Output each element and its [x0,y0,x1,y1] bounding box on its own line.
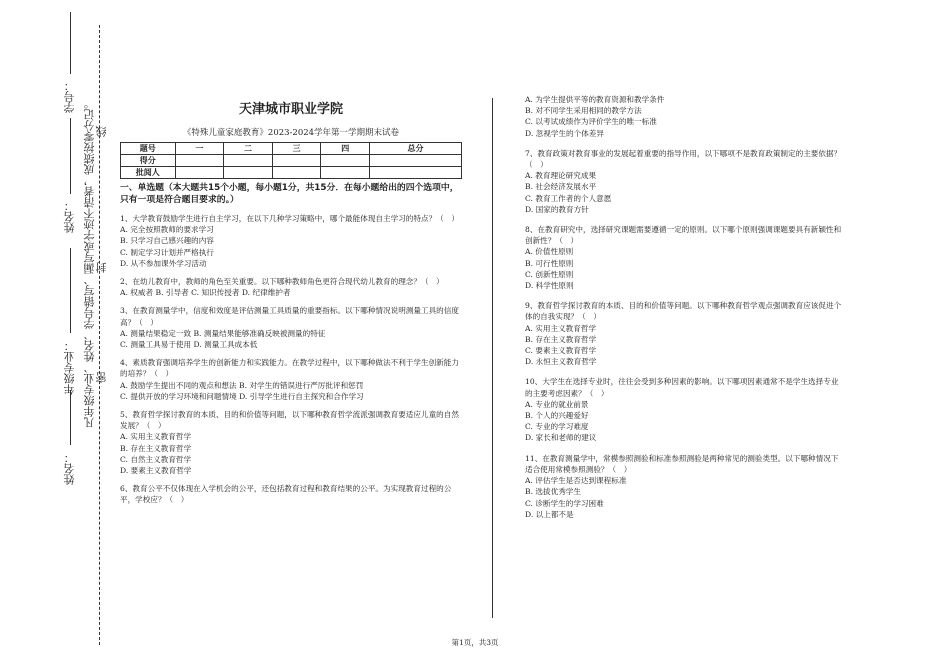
question-stem: 6、教育公平不仅体现在入学机会的公平，还包括教育过程和教育结果的公平。为实现教育过程的公平，学校应？（ ） [120,484,452,505]
binding-school-label: 姓名： [63,452,76,485]
question-item [120,213,465,269]
score-header-cell: 二 [224,143,273,155]
question-option[interactable]: B. 社会经济发展水平 [525,182,597,192]
question-option[interactable]: B. 只学习自己感兴趣的内容 [120,236,214,246]
question-option[interactable]: A. 为学生提供平等的教育资源和教学条件 [525,95,665,104]
grader-row [121,167,462,179]
question-item [525,94,845,139]
score-cell[interactable] [370,155,462,167]
question-stem: 7、教育政策对教育事业的发展起着重要的指导作用，以下哪项不是教育政策制定的主要依据？（ ） [525,148,842,170]
question-option[interactable]: A. 鼓励学生提出不同的观点和想法 B. 对学生的错误进行严厉批评和惩罚 [120,380,364,390]
question-item [120,357,465,402]
question-option[interactable]: A. 实用主义教育哲学 [525,323,597,333]
score-cell[interactable] [321,155,370,167]
score-table [120,142,462,179]
grader-cell[interactable] [224,167,273,179]
seal-xian: 线 [95,126,108,137]
question-option[interactable]: D. 国家的教育方针 [525,204,589,214]
question-option[interactable]: B. 存在主义教育哲学 [120,443,192,453]
column-divider [492,98,493,618]
question-option[interactable]: C. 专业的学习难度 [525,422,589,432]
question-item [525,148,845,215]
score-cell[interactable] [272,155,321,167]
question-item [525,376,845,443]
exam-subtitle: 《特殊儿童家庭教育》2023-2024学年第一学期期末试卷 [182,128,400,138]
page-footer: 第1页，共3页 [451,638,499,647]
question-option[interactable]: A. 完全按照教师的要求学习 [120,225,214,235]
question-option[interactable]: A. 专业的就业前景 [525,399,589,409]
score-table-header-row [121,143,462,155]
score-header-cell: 四 [321,143,370,155]
seal-feng: 封 [95,262,108,273]
grade-underline [70,248,71,333]
question-option[interactable]: B. 选拔优秀学生 [525,487,581,497]
exam-title: 天津城市职业学院 [238,102,343,117]
question-option[interactable]: D. 忽视学生的个体差异 [525,128,604,138]
section-heading: 一、单选题（本大题共15个小题，每小题1分，共15分．在每小题给出的四个选项中，只有一项是符合题目要求的。） [120,183,459,205]
score-cell[interactable] [224,155,273,167]
question-item [525,453,845,520]
right-column [525,94,845,520]
school-underline [70,390,71,445]
question-option[interactable]: C. 制定学习计划并严格执行 [120,247,214,257]
question-stem: 9、教育哲学探讨教育的本质、目的和价值等问题。以下哪种教育哲学观点强调教育应该促进个体的自我实现？（ ） [525,301,842,322]
binding-notice: 凡年级专业、姓名、学号错写、漏写或字迹不清者，成绩按零分记。 [83,98,96,428]
score-row-label: 得分 [121,155,176,167]
question-option[interactable]: A. 评估学生是否达到课程标准 [525,476,627,486]
question-item [525,224,845,291]
question-item [120,409,465,476]
question-option[interactable]: B. 可行性原则 [525,258,574,268]
question-option[interactable]: D. 家长和老师的建议 [525,433,597,443]
grader-cell[interactable] [272,167,321,179]
score-cell[interactable] [175,155,224,167]
question-option[interactable]: C. 自然主义教育哲学 [120,454,192,464]
binding-grade-label: 年级专业： [63,340,76,395]
question-option[interactable]: A. 权威者 B. 引导者 C. 知识传授者 D. 纪律维护者 [120,288,291,298]
question-stem: 3、在教育测量学中，信度和效度是评估测量工具质量的重要指标。以下哪种情况说明测量工具的信度高？（ ） [120,306,459,327]
question-stem: 10、大学生在选择专业时，往往会受到多种因素的影响。以下哪项因素通常不是学生选择专业的主要考虑因素？（ ） [525,377,839,398]
name-underline [70,118,71,194]
question-option[interactable]: A. 教育理论研究成果 [525,171,597,181]
score-row [121,155,462,167]
question-item [525,300,845,367]
seal-mi: 密 [95,372,108,383]
grader-cell[interactable] [370,167,462,179]
question-item [120,276,465,298]
question-option[interactable]: C. 测量工具易于使用 D. 测量工具成本低 [120,340,258,350]
grader-row-label: 批阅人 [121,167,176,179]
question-option[interactable]: A. 价值性原则 [525,247,574,257]
question-item [120,305,465,350]
question-option[interactable]: A. 实用主义教育哲学 [120,432,192,442]
question-stem: 8、在教育研究中，选择研究课题需要遵循一定的原则。以下哪个原则强调课题要具有新颖性和创新性？（ ） [525,225,842,246]
question-option[interactable]: B. 个人的兴趣爱好 [525,411,589,421]
question-option[interactable]: D. 要素主义教育哲学 [120,466,192,476]
question-stem: 5、教育哲学探讨教育的本质、目的和价值等问题，以下哪种教育哲学流派强调教育要适应儿童的自然发展？（ ） [120,410,459,431]
binding-id-label: 学号： [63,80,76,113]
question-stem: 4、素质教育强调培养学生的创新能力和实践能力。在教学过程中，以下哪种做法不利于学生创新能力的培养？（ ） [120,358,459,379]
question-option[interactable]: B. 对不同学生采用相同的教学方法 [525,106,642,116]
question-option[interactable]: C. 以考试成绩作为评价学生的唯一标准 [525,117,657,127]
score-header-cell: 题号 [121,143,176,155]
question-option[interactable]: C. 创新性原则 [525,269,574,279]
question-item [120,483,465,505]
left-column [120,182,465,506]
binding-name-label: 姓名： [63,200,76,233]
score-header-cell: 三 [272,143,321,155]
grader-cell[interactable] [321,167,370,179]
grader-cell[interactable] [175,167,224,179]
question-option[interactable]: D. 科学性原则 [525,281,574,291]
question-stem: 2、在幼儿教育中，教师的角色至关重要。以下哪种教师角色更符合现代幼儿教育的理念？（ ） [120,277,444,287]
question-option[interactable]: D. 以上都不是 [525,509,574,519]
question-stem: 11、在教育测量学中，常模参照测验和标准参照测验是两种常见的测验类型。以下哪种情况下适合使用常模参照测验？（ ） [525,453,839,474]
question-option[interactable]: C. 教育工作者的个人意愿 [525,193,612,203]
question-option[interactable]: C. 提供开放的学习环境和问题情境 D. 引导学生进行自主探究和合作学习 [120,391,364,401]
seal-dashed-line [99,25,100,645]
question-option[interactable]: C. 要素主义教育哲学 [525,346,597,356]
question-option[interactable]: D. 从不参加课外学习活动 [120,258,207,268]
question-stem: 1、大学教育鼓励学生进行自主学习，在以下几种学习策略中，哪个最能体现自主学习的特点？（ ） [120,214,459,223]
score-header-cell: 总分 [370,143,462,155]
question-option[interactable]: C. 诊断学生的学习困难 [525,498,604,508]
question-option[interactable]: A. 测量结果稳定一致 B. 测量结果能够准确反映被测量的特征 [120,328,326,338]
question-option[interactable]: D. 永恒主义教育哲学 [525,357,597,367]
question-option[interactable]: B. 存在主义教育哲学 [525,334,597,344]
id-underline [70,12,71,74]
score-header-cell: 一 [175,143,224,155]
